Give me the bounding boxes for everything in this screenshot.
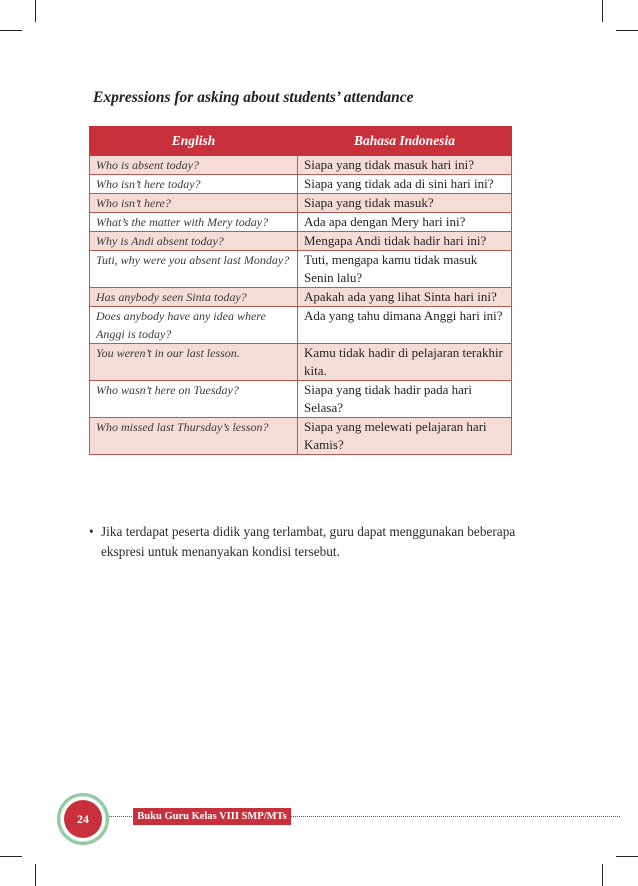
column-header-english: English <box>90 127 298 156</box>
table-row <box>90 344 512 381</box>
cell-english: You weren’t in our last lesson. <box>90 344 298 381</box>
page-number-badge <box>57 793 109 845</box>
table-row <box>90 194 512 213</box>
cell-indonesia: Ada apa dengan Mery hari ini? <box>298 213 512 232</box>
cell-indonesia: Siapa yang tidak ada di sini hari ini? <box>298 175 512 194</box>
cell-indonesia: Kamu tidak hadir di pelajaran terakhir kita. <box>298 344 512 381</box>
crop-mark-bottom-left-h <box>0 856 22 857</box>
crop-mark-bottom-left-v <box>35 864 36 886</box>
bullet-text: Jika terdapat peserta didik yang terlambat, guru dapat menggunakan beberapa ekspresi untuk menanyakan kondisi tersebut. <box>101 524 516 559</box>
crop-mark-top-left-v <box>35 0 36 22</box>
crop-mark-bottom-right-v <box>602 864 603 886</box>
table-row <box>90 213 512 232</box>
bullet-symbol: • <box>89 524 94 539</box>
cell-indonesia: Siapa yang tidak masuk? <box>298 194 512 213</box>
crop-mark-top-right-v <box>602 0 603 22</box>
cell-english: Has anybody seen Sinta today? <box>90 288 298 307</box>
table-row <box>90 307 512 344</box>
table-row <box>90 288 512 307</box>
cell-english: Who isn’t here? <box>90 194 298 213</box>
crop-mark-top-right-h <box>616 30 638 31</box>
cell-indonesia: Siapa yang melewati pelajaran hari Kamis? <box>298 418 512 455</box>
table-row <box>90 232 512 251</box>
column-header-indonesia: Bahasa Indonesia <box>298 127 512 156</box>
table-row <box>90 251 512 288</box>
cell-english: Who missed last Thursday’s lesson? <box>90 418 298 455</box>
table-row <box>90 156 512 175</box>
table-header-row <box>90 127 512 156</box>
cell-english: Tuti, why were you absent last Monday? <box>90 251 298 288</box>
crop-mark-top-left-h <box>0 30 22 31</box>
section-heading: Expressions for asking about students’ attendance <box>93 89 414 106</box>
page-number: 24 <box>64 800 102 838</box>
cell-english: Who isn’t here today? <box>90 175 298 194</box>
cell-indonesia: Tuti, mengapa kamu tidak masuk Senin lalu? <box>298 251 512 288</box>
cell-english: Who is absent today? <box>90 156 298 175</box>
cell-indonesia: Mengapa Andi tidak hadir hari ini? <box>298 232 512 251</box>
expressions-table <box>89 126 512 455</box>
bullet-paragraph <box>89 522 534 562</box>
cell-indonesia: Siapa yang tidak hadir pada hari Selasa? <box>298 381 512 418</box>
cell-english: Does anybody have any idea where Anggi is today? <box>90 307 298 344</box>
cell-english: Who wasn’t here on Tuesday? <box>90 381 298 418</box>
cell-english: What’s the matter with Mery today? <box>90 213 298 232</box>
cell-indonesia: Ada yang tahu dimana Anggi hari ini? <box>298 307 512 344</box>
cell-indonesia: Apakah ada yang lihat Sinta hari ini? <box>298 288 512 307</box>
book-title-label: Buku Guru Kelas VIII SMP/MTs <box>133 808 291 825</box>
cell-english: Why is Andi absent today? <box>90 232 298 251</box>
crop-mark-bottom-right-h <box>616 856 638 857</box>
table-row <box>90 175 512 194</box>
table-row <box>90 381 512 418</box>
table-row <box>90 418 512 455</box>
cell-indonesia: Siapa yang tidak masuk hari ini? <box>298 156 512 175</box>
